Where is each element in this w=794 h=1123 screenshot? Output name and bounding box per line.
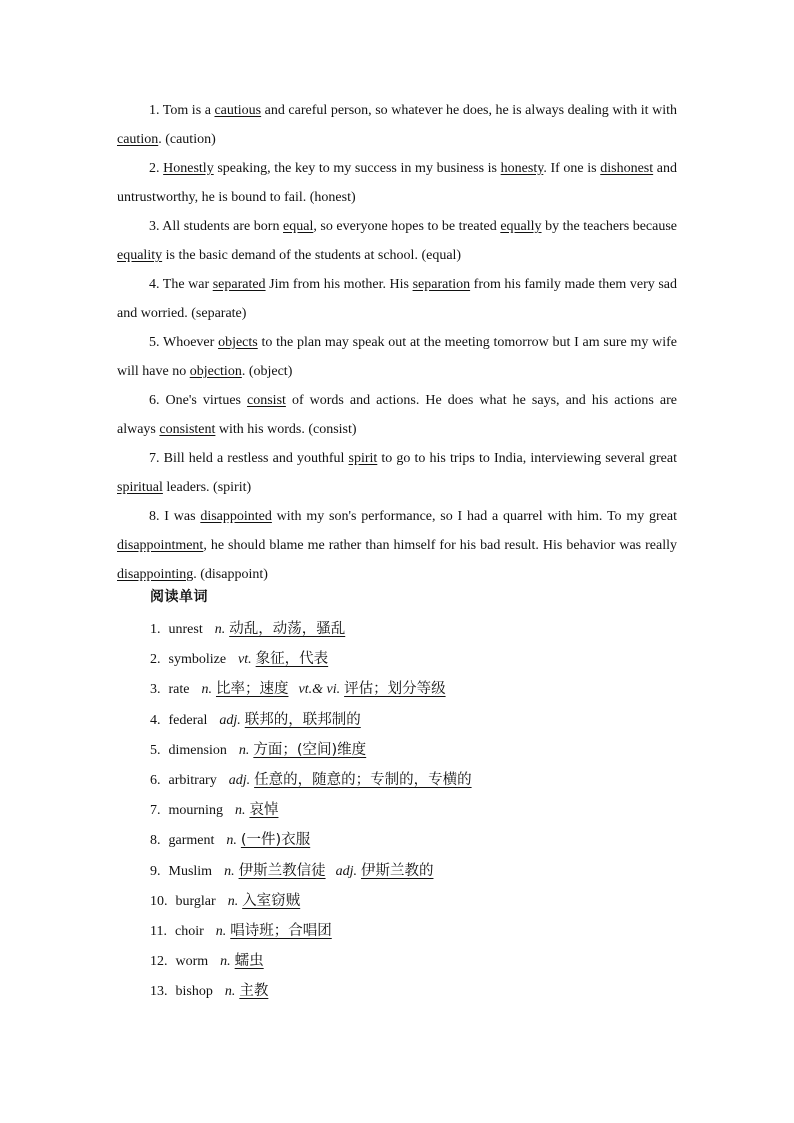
vocab-word: arbitrary: [168, 772, 217, 788]
exercise-text: . (disappoint): [193, 567, 268, 582]
exercise-text: Jim from his mother. His: [265, 277, 413, 292]
exercise-item: [117, 154, 677, 212]
part-of-speech: n.: [238, 742, 250, 758]
exercise-text: leaders. (spirit): [162, 480, 252, 495]
vocab-item: [150, 646, 472, 676]
answer-word: disappointment: [117, 538, 204, 553]
exercise-text: to the plan may speak out at the meeting tomorrow but I am sure my wife will have no: [117, 335, 677, 379]
exercise-text: from his family made them very sad and worried. (separate): [117, 277, 677, 321]
answer-word: honesty: [500, 161, 544, 176]
vocab-number: 5.: [150, 742, 161, 758]
exercise-text: . (object): [241, 364, 293, 379]
exercise-text: 1. Tom is a: [149, 103, 215, 118]
exercise-text: 3. All students are born: [149, 219, 284, 234]
vocab-number: 2.: [150, 652, 161, 668]
exercise-item: [117, 328, 677, 386]
exercise-text: , he should blame me rather than himself for his bad result. His behavior was really: [203, 538, 677, 553]
vocab-number: 7.: [150, 803, 161, 819]
vocab-word: unrest: [168, 622, 203, 637]
vocab-meaning: 主教: [239, 983, 269, 1000]
exercise-text: of words and actions. He does what he says, and his actions are always: [117, 393, 677, 437]
part-of-speech: vt.& vi.: [298, 682, 341, 698]
part-of-speech: n.: [226, 833, 237, 849]
vocab-number: 4.: [150, 712, 161, 728]
answer-word: separation: [412, 277, 471, 292]
answer-word: spirit: [348, 451, 378, 466]
vocab-item: [150, 616, 472, 646]
vocab-meaning: 联邦的，联邦制的: [244, 711, 361, 728]
vocab-word: mourning: [168, 803, 223, 819]
part-of-speech: adj.: [335, 863, 357, 879]
exercise-item: [117, 212, 677, 270]
vocab-meaning: (一件)衣服: [240, 832, 311, 849]
exercise-text: , so everyone hopes to be treated: [313, 219, 501, 234]
exercise-text: with his words. (consist): [215, 422, 357, 437]
section-title: 阅读单词: [150, 589, 208, 605]
answer-word: separated: [212, 277, 266, 292]
vocab-number: 6.: [150, 772, 161, 788]
part-of-speech: n.: [227, 893, 239, 909]
answer-word: disappointed: [200, 509, 272, 524]
vocab-item: [150, 858, 472, 888]
vocab-item: [150, 797, 472, 827]
exercise-text: 4. The war: [149, 277, 213, 292]
vocab-item: [150, 737, 472, 767]
exercise-text: 6. One's virtues: [149, 393, 248, 408]
answer-word: disappointing: [117, 567, 194, 582]
part-of-speech: n.: [224, 984, 236, 1000]
vocab-meaning: 任意的，随意的；专制的，专横的: [254, 771, 472, 788]
exercise-text: . (caution): [158, 132, 216, 147]
answer-word: equality: [117, 248, 163, 263]
vocab-item: [150, 918, 472, 948]
vocab-meaning: 唱诗班；合唱团: [230, 922, 332, 939]
vocab-meaning: 评估；划分等级: [344, 681, 446, 698]
exercise-text: with my son's performance, so I had a quarrel with him. To my great: [271, 509, 677, 524]
exercise-text: 8. I was: [149, 509, 201, 524]
answer-word: caution: [117, 132, 159, 147]
part-of-speech: n.: [220, 954, 231, 970]
part-of-speech: vt.: [238, 652, 252, 668]
vocab-number: 1.: [150, 622, 161, 637]
answer-word: objection: [189, 364, 242, 379]
vocab-item: [150, 948, 472, 978]
vocab-number: 8.: [150, 833, 161, 849]
answer-word: equally: [500, 219, 542, 234]
part-of-speech: n.: [224, 863, 235, 879]
vocab-number: 3.: [150, 682, 161, 698]
vocab-word: burglar: [175, 893, 216, 909]
part-of-speech: n.: [201, 682, 212, 698]
vocab-number: 11.: [150, 923, 167, 939]
exercise-text: speaking, the key to my success in my business is: [213, 161, 501, 176]
exercise-text: 5. Whoever: [149, 335, 219, 350]
answer-word: Honestly: [163, 161, 214, 176]
vocab-word: bishop: [175, 984, 213, 1000]
exercise-item: [117, 96, 677, 154]
vocab-meaning: 伊斯兰教信徒: [238, 862, 326, 879]
vocab-item: [150, 707, 472, 737]
vocab-number: 9.: [150, 863, 161, 879]
vocab-number: 10.: [150, 893, 168, 909]
vocab-word: federal: [168, 712, 208, 728]
vocab-meaning: 伊斯兰教的: [360, 862, 434, 879]
exercise-item: [117, 386, 677, 444]
exercise-text: . If one is: [543, 161, 601, 176]
exercise-text: is the basic demand of the students at school. (equal): [162, 248, 462, 263]
vocab-meaning: 比率；速度: [215, 681, 289, 698]
vocab-word: choir: [174, 923, 204, 939]
vocab-meaning: 入室窃贼: [242, 892, 301, 909]
word-formation-exercises: [117, 96, 677, 589]
part-of-speech: n.: [215, 923, 227, 939]
exercise-text: and careful person, so whatever he does, he is always dealing with it with: [261, 103, 678, 118]
vocab-word: dimension: [168, 742, 227, 758]
exercise-text: and untrustworthy, he is bound to fail. (honest): [117, 161, 677, 205]
vocab-word: rate: [168, 682, 190, 698]
part-of-speech: adj.: [219, 712, 241, 728]
answer-word: dishonest: [600, 161, 654, 176]
vocab-item: [150, 827, 472, 857]
vocab-word: symbolize: [168, 652, 227, 668]
part-of-speech: n.: [214, 622, 226, 637]
vocab-meaning: 方面；(空间)维度: [253, 741, 367, 758]
vocab-word: garment: [168, 833, 215, 849]
exercise-text: to go to his trips to India, interviewing several great: [377, 451, 677, 466]
answer-word: consist: [247, 393, 286, 408]
exercise-text: 7. Bill held a restless and youthful: [149, 451, 349, 466]
vocab-item: [150, 676, 472, 706]
part-of-speech: n.: [234, 803, 246, 819]
exercise-item: [117, 502, 677, 589]
vocab-meaning: 哀悼: [249, 802, 279, 819]
exercise-item: [117, 270, 677, 328]
answer-word: consistent: [159, 422, 216, 437]
vocab-word: worm: [175, 954, 209, 970]
vocab-meaning: 象征，代表: [255, 651, 329, 668]
vocab-number: 12.: [150, 954, 168, 970]
exercise-text: by the teachers because: [541, 219, 677, 234]
exercise-text: 2.: [149, 161, 164, 176]
vocab-item: [150, 767, 472, 797]
vocab-item: [150, 888, 472, 918]
answer-word: cautious: [214, 103, 262, 118]
part-of-speech: adj.: [228, 772, 251, 788]
vocab-item: [150, 978, 472, 1008]
vocab-meaning: 动乱，动荡，骚乱: [229, 621, 346, 637]
vocabulary-list: [150, 616, 472, 1008]
exercise-item: [117, 444, 677, 502]
answer-word: spiritual: [117, 480, 163, 495]
vocab-number: 13.: [150, 984, 168, 1000]
answer-word: objects: [218, 335, 258, 350]
answer-word: equal: [283, 219, 314, 234]
vocab-meaning: 蠕虫: [234, 953, 264, 970]
vocab-word: Muslim: [168, 863, 213, 879]
